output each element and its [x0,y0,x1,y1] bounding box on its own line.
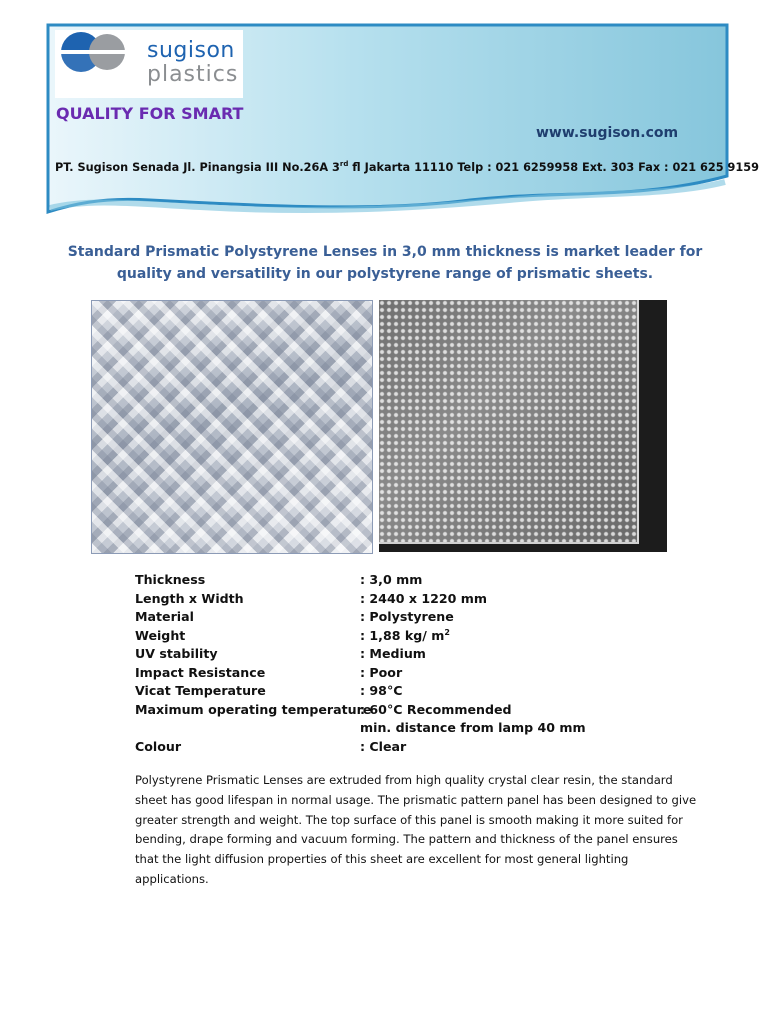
spec-value-text: : 60°C Recommended [360,701,512,717]
headline-line-1: Standard Prismatic Polystyrene Lenses in 3,0 mm thickness is market leader for [67,244,703,260]
spec-value-text: : Polystyrene [360,609,454,624]
spec-value [360,664,402,683]
spec-value-text: : Clear [360,738,407,754]
spec-row [135,645,586,664]
prismatic-panel-surface [379,300,639,544]
spec-row [135,664,586,683]
description-line: Polystyrene Prismatic Lenses are extruded from high quality crystal clear resin, the standard [135,773,673,787]
description-line: sheet has good lifespan in normal usage. The prismatic pattern panel has been designed to give [135,792,697,807]
spec-row [135,701,586,720]
spec-label: Material [135,609,194,624]
spec-label: UV stability [135,646,218,661]
spec-value-text: : 2440 x 1220 mm [360,590,488,606]
spec-label: Vicat Temperature [135,683,266,698]
spec-value [360,738,406,757]
address-part-2: fl Jakarta 11110 Telp : 021 6259958 Ext. 303 Fax : 021 625 9159 [348,160,759,174]
description-line: bending, drape forming and vacuum forming. The pattern and thickness of the panel ensures [135,832,678,847]
address-part-1: PT. Sugison Senada Jl. Pinangsia III No.26A 3 [55,160,340,174]
spec-value [360,627,450,646]
spec-row [135,608,586,627]
header-banner [0,0,768,230]
prismatic-sheet-panel-photo [379,300,667,552]
spec-value [360,645,426,664]
spec-label: Thickness [135,572,206,587]
spec-label: Length x Width [135,590,244,606]
spec-row [135,682,586,701]
description-line: greater strength and weight. The top surface of this panel is smooth making it more suited for [135,812,683,827]
spec-value [360,590,487,609]
spec-value [360,608,454,627]
spec-row [135,738,586,757]
spec-value-superscript: 2 [444,627,450,637]
spec-value-continuation: min. distance from lamp 40 mm [360,720,586,735]
spec-label: Impact Resistance [135,664,266,680]
spec-value-text: : 3,0 mm [360,572,423,587]
spec-value-text: : 98°C [360,683,403,698]
spec-value-text: : 1,88 kg/ m [360,627,445,643]
spec-value [360,571,422,590]
product-description [135,771,697,890]
spec-row [135,590,586,609]
product-headline [60,241,710,285]
spec-label: Maximum operating temperature [135,701,372,717]
spec-row [135,571,586,590]
spec-value-text: : Poor [360,664,403,680]
logo-mark-icon [55,30,131,74]
address-superscript: rd [339,160,349,168]
description-line: that the light diffusion properties of this sheet are excellent for most general lighting [135,852,629,867]
spec-table [135,571,586,756]
prismatic-sheet-closeup-photo [91,300,373,554]
spec-label: Weight [135,627,186,643]
spec-label: Colour [135,738,182,754]
website-link[interactable]: www.sugison.com [536,125,679,141]
company-logo [55,30,243,98]
logo-text-plastics: plastics [147,62,239,87]
logo-text-sugison: sugison [147,38,235,63]
description-line: applications. [135,871,209,886]
company-address [55,160,759,174]
tagline: QUALITY FOR SMART [56,104,244,123]
headline-line-2: quality and versatility in our polystyrene range of prismatic sheets. [116,266,654,282]
spec-value-text: : Medium [360,646,426,661]
spec-value [360,682,403,701]
spec-value [360,701,512,720]
spec-row [135,627,586,646]
